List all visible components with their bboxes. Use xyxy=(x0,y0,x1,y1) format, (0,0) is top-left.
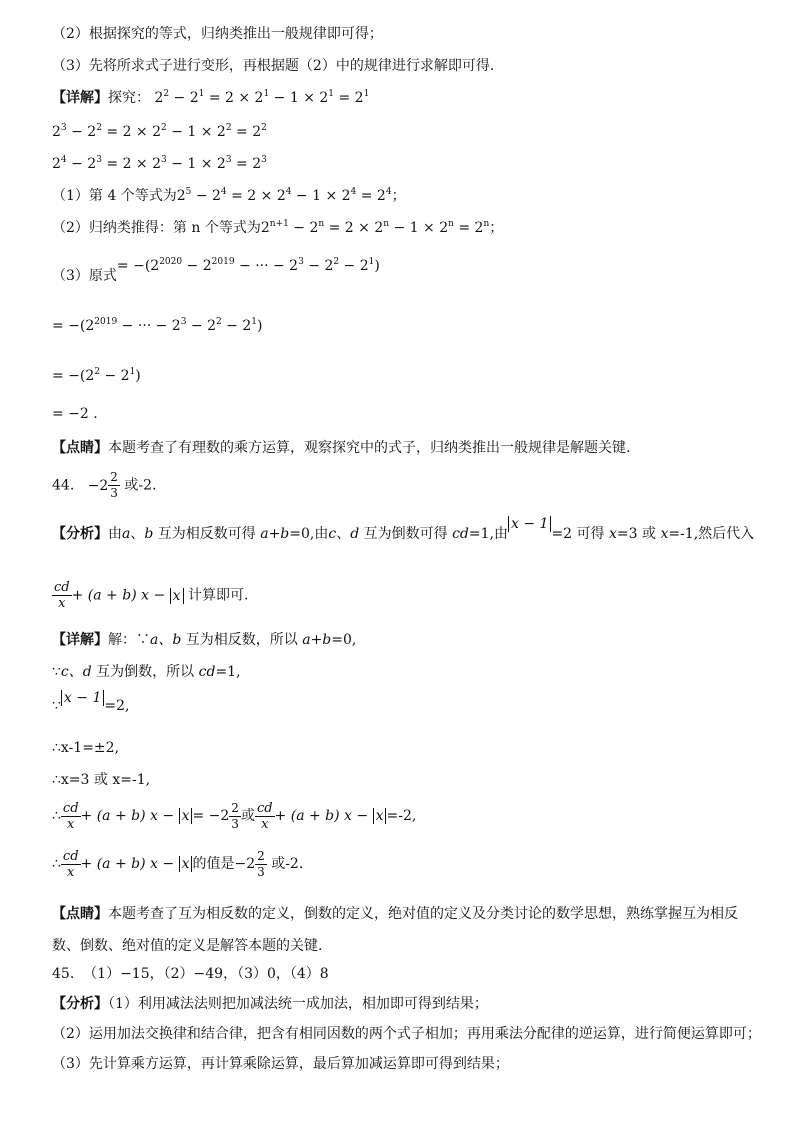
text-line: （3）先将所求式子进行变形，再根据题（2）中的规律进行求解即可得. xyxy=(52,58,495,74)
section-tag: 【点睛】 xyxy=(52,906,108,922)
question-44-answer: 44. −2 $\frac{2}{3}$ 或-2. xyxy=(52,470,157,500)
section-tag: 【点睛】 xyxy=(52,440,108,456)
detail-line: ∴ $\frac{cd}{x}$ + (a + b) x − x 的值是 −2 $\frac{2}{3}$ 或-2. xyxy=(52,848,304,880)
fraction: $\frac{cd}{x}$ xyxy=(54,580,70,611)
math-line: = −2 . xyxy=(52,406,98,422)
section-tag: 【详解】 xyxy=(52,632,108,648)
math-line: = $-(2^{2019}$ − ··· − $2^3 - 2^2 - 2^1$) xyxy=(52,317,263,334)
text: 本题考查了有理数的乘方运算，观察探究中的式子，归纳类推出一般规律是解题关键. xyxy=(108,440,631,456)
section-tag: 【详解】 xyxy=(52,90,108,106)
question-number: 45. xyxy=(52,966,75,982)
text-line: （3）原式= $-(2^{2020} - 2^{2019}$ − ··· − $2^3 - 2^2 - 2^1$) xyxy=(52,257,380,284)
math-line: = $-(2^2 - 2^1)$ xyxy=(52,367,141,384)
analysis-line: （2）运用加法交换律和结合律，把含有相同因数的两个式子相加；再用乘法分配律的逆运算，进行简便运算即可； xyxy=(52,1026,761,1042)
section-tag: 【分析】 xyxy=(52,996,108,1012)
mixed-number: −2 $\frac{2}{3}$ xyxy=(87,470,118,500)
analysis-expression: $\frac{cd}{x}$ + (a + b) x − x 计算即可. xyxy=(54,580,249,611)
comment-line: 数、倒数、绝对值的定义是解答本题的关键. xyxy=(52,938,323,954)
detail-line: ∵ x − 1 =2, xyxy=(52,690,130,714)
text-line: （2）归纳类推得：第 n 个等式为$2^{n+1} - 2^n = 2 \times 2^n - 1 \times 2^n = 2^n$； xyxy=(52,219,504,236)
comment-line: 【点睛】本题考查了互为相反数的定义，倒数的定义，绝对值的定义及分类讨论的数学思想，熟练掌握互为相反 xyxy=(52,906,738,922)
abs-expression: x − 1 xyxy=(508,516,551,532)
math-expr: $2^2 - 2^1 = 2 \times 2^1 - 1 \times 2^1 = 2^1$ xyxy=(154,89,370,106)
text: 探究： xyxy=(108,90,150,106)
detail-line: 【详解】解：∵a、b 互为相反数，所以 a+b=0, xyxy=(52,632,357,648)
analysis-line: 【分析】由a、b 互为相反数可得 a+b=0,由c、d 互为倒数可得 cd=1,由x − 1=2 可得 x=3 或 x=-1,然后代入 xyxy=(52,516,755,542)
question-number: 44. xyxy=(52,477,75,494)
text-line: （2）根据探究的等式，归纳类推出一般规律即可得； xyxy=(52,26,383,42)
analysis-line: （3）先计算乘方运算，再计算乘除运算，最后算加减运算即可得到结果； xyxy=(52,1056,509,1072)
detail-line: ∴x-1=±2, xyxy=(52,740,120,756)
math-line: $2^4 - 2^3 = 2 \times 2^3 - 1 \times 2^3 = 2^3$ xyxy=(52,155,267,172)
detail-line xyxy=(52,88,369,108)
detail-line: ∴x=3 或 x=-1, xyxy=(52,772,151,788)
comment-line xyxy=(52,438,630,458)
math-line: $2^3 - 2^2 = 2 \times 2^2 - 1 \times 2^2 = 2^2$ xyxy=(52,123,267,140)
text-line: （1）第 4 个等式为$2^5 - 2^4 = 2 \times 2^4 - 1 \times 2^4 = 2^4$； xyxy=(52,187,406,204)
section-tag: 【分析】 xyxy=(52,526,108,542)
question-45-answer: 45. （1）−15，（2）−49，（3）0，（4）8 xyxy=(52,966,329,982)
detail-line: ∴ $\frac{cd}{x}$ + (a + b) x − x = −2 $\frac{2}{3}$ 或 $\frac{cd}{x}$ + (a + b) x − x =-2, xyxy=(52,800,417,832)
analysis-line: 【分析】（1）利用减法法则把加减法统一成加法，相加即可得到结果； xyxy=(52,996,488,1012)
detail-line: ∵c、d 互为倒数，所以 cd=1, xyxy=(52,664,241,680)
